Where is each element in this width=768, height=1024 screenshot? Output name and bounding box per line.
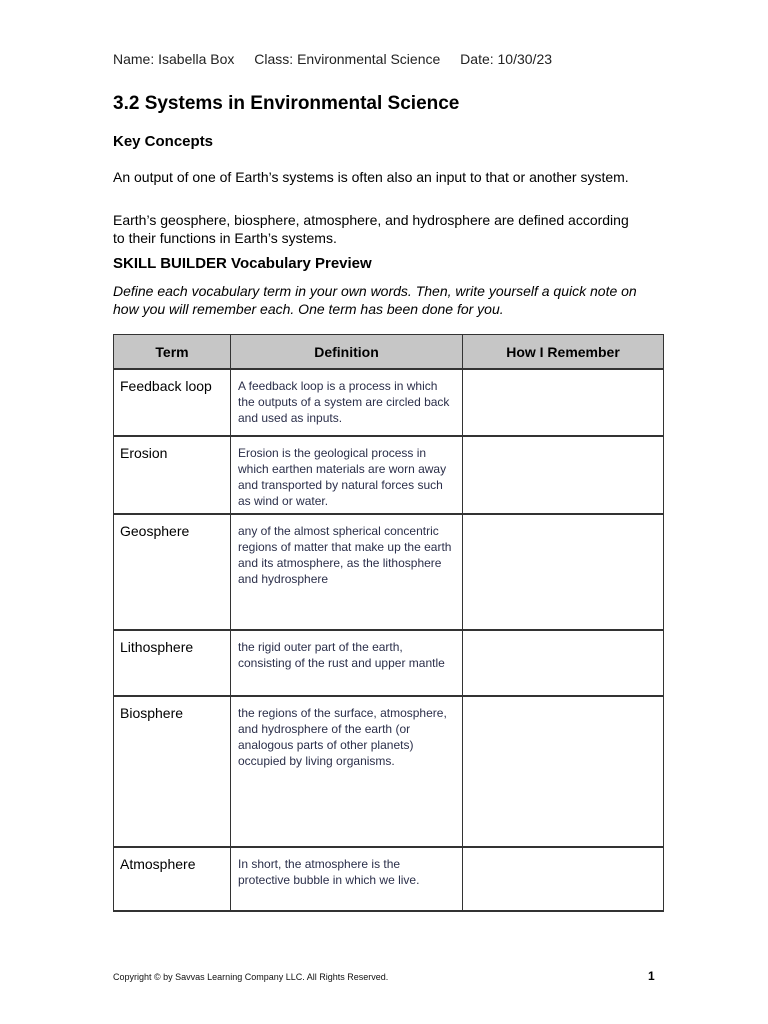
student-info-line [113,51,568,67]
definition-cell[interactable] [231,436,463,514]
definition-text: Erosion is the geological process in which earthen materials are worn away and transported by natural forces such as wind or water. [238,446,447,508]
definition-text: the regions of the surface, atmosphere, and hydrosphere of the earth (or analogous parts of other planets) occupied by living organisms. [238,706,447,768]
term-cell [114,369,231,436]
table-row [114,696,664,847]
definition-cell[interactable] [231,847,463,911]
worksheet-date: Date: 10/30/23 [460,51,553,67]
page-number: 1 [648,969,655,983]
definition-cell[interactable] [231,514,463,630]
skill-builder-heading: SKILL BUILDER Vocabulary Preview [113,255,372,272]
table-row [114,436,664,514]
term-cell [114,630,231,696]
remember-cell[interactable] [463,514,664,630]
term-text: Atmosphere [120,856,196,872]
page-title: 3.2 Systems in Environmental Science [113,93,460,114]
table-row [114,847,664,911]
term-text: Geosphere [120,523,190,539]
definition-cell[interactable] [231,369,463,436]
key-concept-paragraph: An output of one of Earth’s systems is often also an input to that or another system. [113,169,629,185]
term-text: Biosphere [120,705,184,721]
term-cell [114,436,231,514]
remember-cell[interactable] [463,630,664,696]
student-class: Class: Environmental Science [254,51,441,67]
key-concepts-heading: Key Concepts [113,133,214,150]
copyright-notice: Copyright © by Savvas Learning Company LLC. All Rights Reserved. [113,972,389,982]
definition-text: the rigid outer part of the earth, consisting of the rust and upper mantle [238,640,445,670]
term-text: Erosion [120,445,168,461]
skill-builder-instructions: Define each vocabulary term in your own words. Then, write yourself a quick note on how you will remember each. One term has been done for you. [113,283,637,317]
remember-cell[interactable] [463,696,664,847]
vocabulary-table [113,334,664,912]
remember-cell[interactable] [463,847,664,911]
key-concept-paragraph: Earth’s geosphere, biosphere, atmosphere, and hydrosphere are defined according to their functions in Earth’s systems. [113,212,629,246]
table-header-row [114,335,664,370]
definition-text: A feedback loop is a process in which the outputs of a system are circled back and used as inputs. [238,379,450,425]
definition-text: In short, the atmosphere is the protective bubble in which we live. [238,857,420,887]
definition-cell[interactable] [231,630,463,696]
definition-text: any of the almost spherical concentric regions of matter that make up the earth and its atmosphere, as the lithosphere and hydrosphere [238,524,452,586]
column-header-definition: Definition [231,335,463,370]
table-row [114,369,664,436]
table-row [114,514,664,630]
definition-cell[interactable] [231,696,463,847]
table-row [114,630,664,696]
column-header-term: Term [114,335,231,370]
student-name: Name: Isabella Box [113,51,235,67]
term-cell [114,696,231,847]
term-cell [114,847,231,911]
remember-cell[interactable] [463,369,664,436]
remember-cell[interactable] [463,436,664,514]
term-text: Lithosphere [120,639,194,655]
term-cell [114,514,231,630]
column-header-how-i-remember: How I Remember [463,335,664,370]
term-text: Feedback loop [120,378,212,394]
